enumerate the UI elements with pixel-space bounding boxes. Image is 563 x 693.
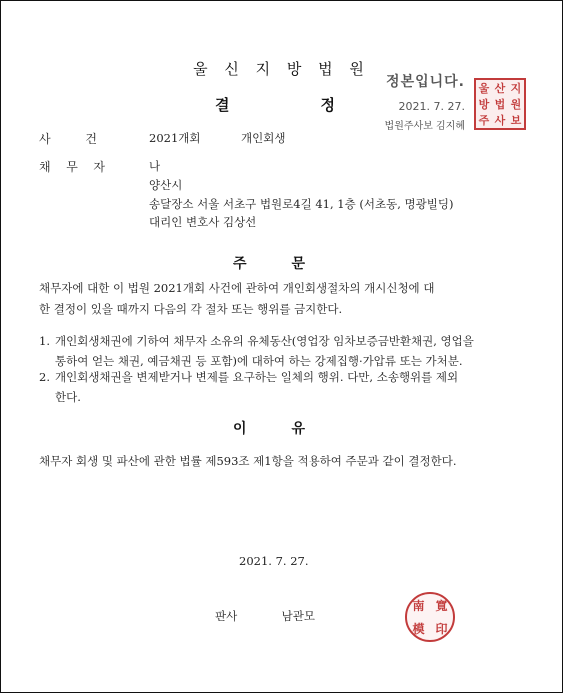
debtor-label-char: 자 <box>93 160 105 174</box>
seal-char: 模 <box>412 622 425 636</box>
certification-stamp <box>367 71 465 132</box>
seal-char: 지 <box>510 82 522 95</box>
legal-agent: 대리인 변호사 김상선 <box>149 215 257 229</box>
judge-title: 판사 <box>215 609 238 623</box>
case-name: 개인회생 <box>241 131 286 145</box>
court-name: 울 신 지 방 법 원 <box>193 60 370 78</box>
case-number: 2021개회 <box>149 131 201 145</box>
seal-char: 南 <box>412 599 425 613</box>
certification-date: 2021. 7. 27. <box>398 100 465 113</box>
document-type-title <box>215 94 335 115</box>
order-item-line: 개인회생채권을 변제받거나 변제를 요구하는 일체의 행위. 다만, 소송행위를 제외 <box>55 370 459 384</box>
seal-char: 울 <box>478 82 490 95</box>
order-heading <box>233 253 305 273</box>
certification-title: 정본입니다. <box>386 74 465 90</box>
court-official-seal <box>474 78 526 130</box>
case-label <box>39 130 97 147</box>
reason-heading-char: 이 <box>233 421 247 437</box>
seal-char: 산 <box>494 82 506 95</box>
order-intro <box>39 278 529 320</box>
seal-char: 보 <box>510 114 522 127</box>
debtor-label-char: 채 <box>39 160 51 174</box>
order-item <box>39 331 519 371</box>
order-item-text <box>55 367 521 407</box>
decision-date: 2021. 7. 27. <box>239 554 309 568</box>
case-label-char: 사 <box>39 132 51 146</box>
reason-text: 채무자 회생 및 파산에 관한 법률 제593조 제1항을 적용하여 주문과 같이 결정한다. <box>39 454 457 468</box>
seal-char: 방 <box>478 98 490 111</box>
order-item-number: 2. <box>39 370 50 384</box>
order-heading-char: 주 <box>233 256 247 272</box>
order-heading-char: 문 <box>291 256 305 272</box>
order-item-line: 한다. <box>55 390 81 404</box>
judge-seal <box>405 592 455 642</box>
debtor-label <box>39 158 105 175</box>
judge-name: 남관모 <box>281 609 315 623</box>
reason-heading-char: 유 <box>291 421 305 437</box>
order-intro-line: 한 결정이 있을 때까지 다음의 각 절차 또는 행위를 금지한다. <box>39 302 343 316</box>
document-type-char-2: 정 <box>320 96 335 114</box>
order-item <box>39 367 519 407</box>
seal-char: 사 <box>494 114 506 127</box>
order-item-line: 통하여 얻는 채권, 예금채권 등 포함)에 대하여 하는 강제집행·가압류 또는 가처분. <box>55 354 463 368</box>
seal-char: 원 <box>510 98 522 111</box>
seal-char: 寬 <box>435 599 448 613</box>
debtor-name: 나 <box>149 159 161 173</box>
order-item-line: 개인회생채권에 기하여 채무자 소유의 유체동산(영업장 임차보증금반환채권, 영업을 <box>55 334 474 348</box>
seal-char: 법 <box>494 98 506 111</box>
order-item-number: 1. <box>39 334 50 348</box>
reason-heading <box>233 418 305 438</box>
seal-char: 주 <box>478 114 490 127</box>
order-item-text <box>55 331 521 371</box>
debtor-address: 양산시 <box>149 178 183 192</box>
judge-signature <box>215 608 315 624</box>
debtor-label-char: 무 <box>66 160 78 174</box>
certification-officer: 법원주사보 김지혜 <box>384 121 465 132</box>
service-address: 송달장소 서울 서초구 법원로4길 41, 1층 (서초동, 명광빌딩) <box>149 197 454 211</box>
case-label-char: 건 <box>85 132 97 146</box>
document-type-char-1: 결 <box>215 96 230 114</box>
seal-char: 印 <box>435 622 448 636</box>
order-intro-line: 채무자에 대한 이 법원 2021개회 사건에 관하여 개인회생절차의 개시신청에 대 <box>39 281 435 295</box>
